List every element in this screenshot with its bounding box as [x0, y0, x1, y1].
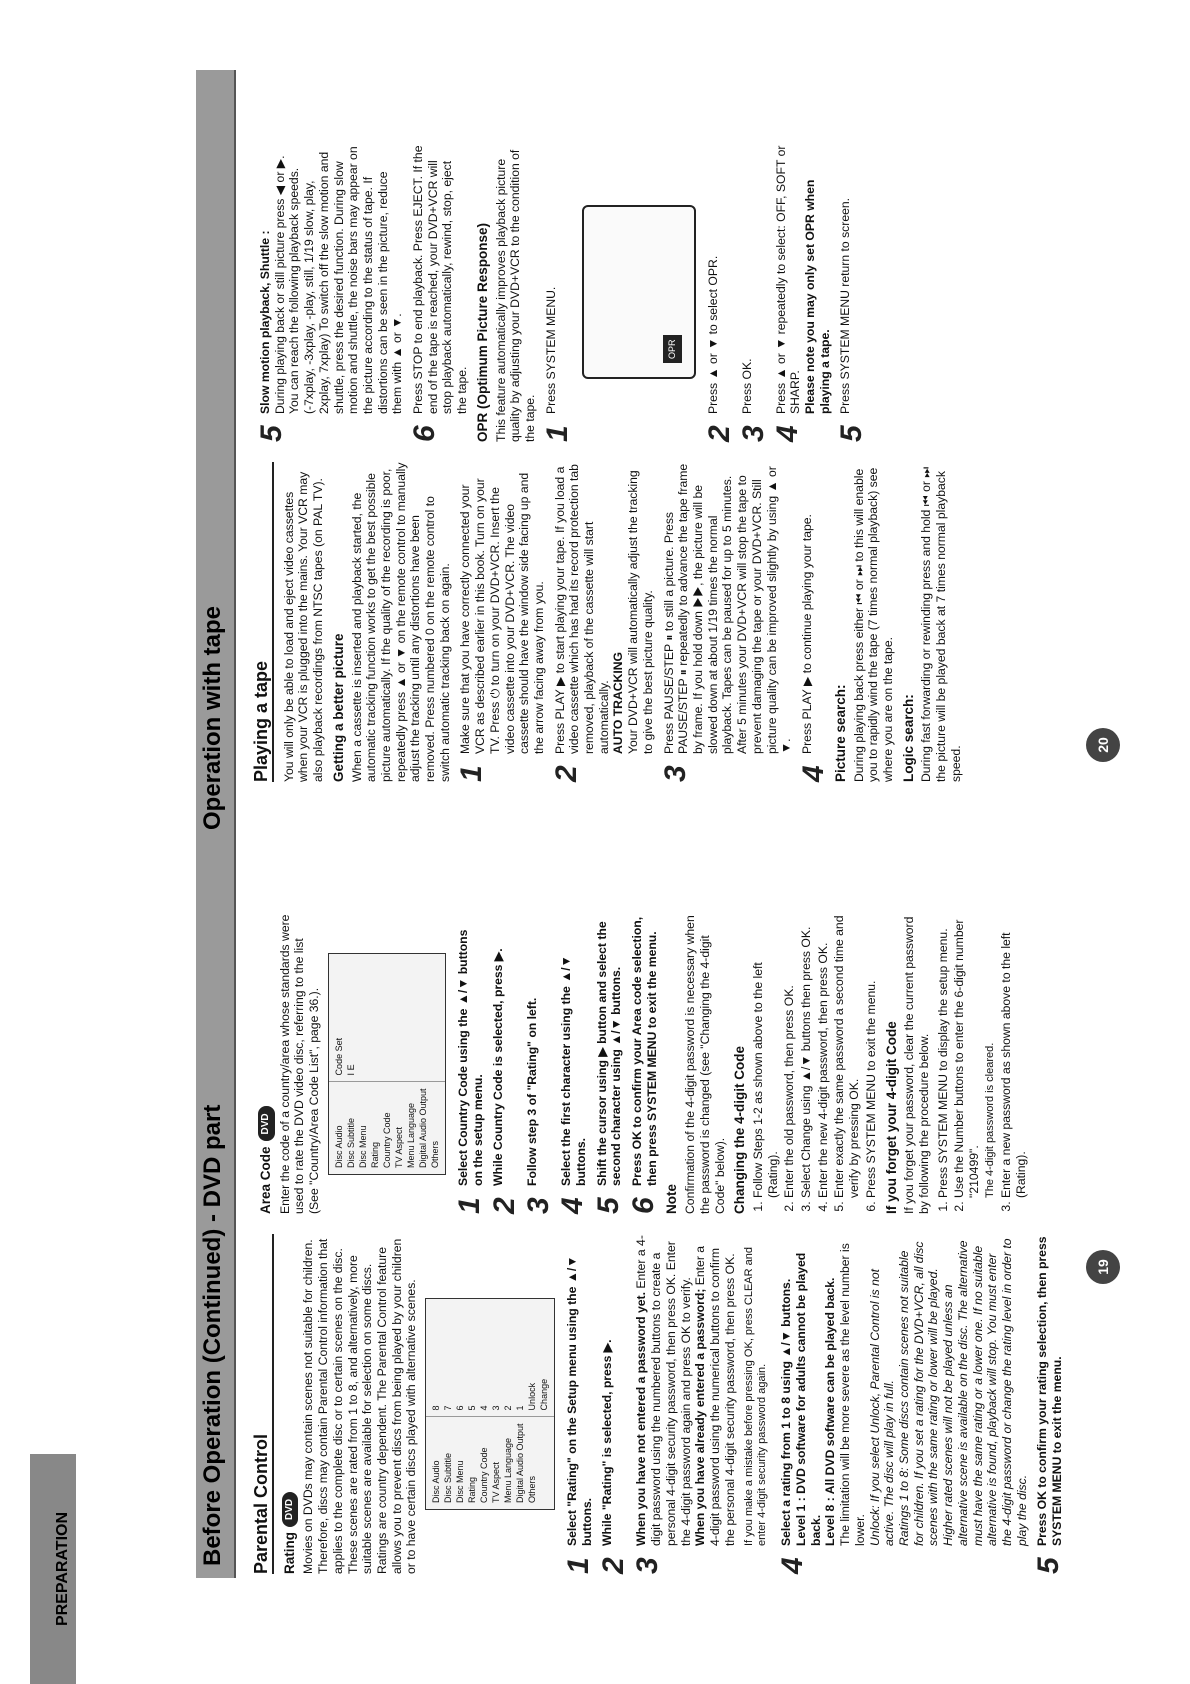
- menu-values: 8 7 6 5 4 3 2 1 Unlock Change: [431, 1378, 550, 1411]
- page-title: Operation with tape: [199, 605, 226, 830]
- search-text: During playing back press either ⏮ or ⏭ to this will enable you to rapidly wind the tape (7 times normal playback) see where you are on the tape.: [851, 467, 896, 782]
- opr-step-2: 2 Press ▲ or ▼ to select OPR.: [702, 255, 736, 442]
- note-text: Confirmation of the 4-digit password is necessary when the password is changed (see "Changing the 4-digit Code" below).: [683, 915, 727, 1214]
- opr-heading: OPR (Optimum Picture Response): [474, 222, 490, 442]
- page-content: [200, 914, 1066, 1574]
- page-title: Before Operation (Continued) - DVD part: [199, 1104, 226, 1566]
- rating-intro: Movies on DVDs may contain scenes not suitable for children. Therefore, discs may contain Parental Control information that applies to the complete disc or to certain scenes on the disc. These scenes are rated from 1 to 8, and alternatively, more suitable scenes are available for selection on some discs. Ratings are country dependent. The Parental Control feature allows you to prevent discs from being played by your children or to have certain discs played with alternative scenes.: [301, 1238, 419, 1574]
- setup-menu-rating: [425, 1298, 555, 1510]
- rating-step-4: 4 Select a rating from 1 to 8 using ▲/▼ buttons. Level 1 : DVD software for adults cannot be played back. Level 8 : All DVD software can be played back. The limitation will be more severe as the level number is lower. Unlock: If you select Unlock, Parental Control is not active. The disc will play in full. Ratings 1 to 8: Some discs contain scenes not suitable for children. If you set a rating for the DVD+VCR, all disc scenes with the same rating or lower will be played. Higher rated scenes will not be played unless an alternative scene is available on the disc. The alternative must have the same rating or a lower one. If no suitable alternative is found, playback will stop. You must enter the 4-digit password or change the rating level in order to play the disc.: [776, 1238, 1029, 1574]
- section-heading: Playing a tape: [254, 462, 274, 782]
- area-step-2: 2 While Country Code is selected, press ▶.: [488, 948, 522, 1214]
- rating-step-2: 2 While "Rating" is selected, press ▶.: [597, 1339, 631, 1574]
- menu-code: Code Set I E: [333, 1037, 356, 1076]
- playing-intro: You will only be able to load and eject video cassettes when your VCR is plugged into the mains. Your VCR may also playback recordings from NTSC tapes (on PAL TV).: [281, 471, 326, 782]
- opr-step-3: 3 Press OK.: [736, 358, 770, 442]
- opr-step-4: 4 Press ▲ or ▼ repeatedly to select: OFF, SOFT or SHARP. Please note you may only set OPR when playing a tape.: [770, 145, 832, 442]
- area-step-5: 5 Shift the cursor using ▶ button and select the second character using ▲/▼ buttons.: [591, 921, 625, 1214]
- area-step-6: 6 Press OK to confirm your Area code selection, then press SYSTEM MENU to exit the menu.: [627, 916, 661, 1214]
- dvd-badge: DVD: [282, 1492, 299, 1527]
- logic-heading: Logic search:: [900, 694, 916, 782]
- play-step-2: 2 Press PLAY ▶ to start playing your tape. If you load a video cassette which has had its record protection tab removed, playback of the cassette will start automatically. AUTO TRACKING Your DVD+VCR will automatically adjust the tracking to give the best picture quality.: [549, 464, 655, 782]
- play-step-6: 6 Press STOP to end playback. Press EJECT. If the end of the tape is reached, your DVD+VCR will stop playback automatically, rewind, stop, eject the tape.: [408, 145, 470, 442]
- rating-step-5: 5 Press OK to confirm your rating selection, then press SYSTEM MENU to exit the menu.: [1032, 1236, 1066, 1574]
- column-playing: [252, 462, 1040, 782]
- setup-menu-country: [328, 953, 446, 1175]
- forgot-heading: If you forget your 4-digit Code: [883, 1021, 899, 1214]
- play-step-4: 4 Press PLAY ▶ to continue playing your tape.: [796, 514, 830, 782]
- preparation-tab: PREPARATION: [30, 1454, 76, 1684]
- logic-text: During fast forwarding or rewinding press and hold ⏮ or ⏭ the picture will be played back at 7 times normal playback speed.: [919, 466, 963, 782]
- play-step-1: 1 Make sure that you have correctly connected your VCR as described earlier in this book. Turn on your TV. Press ⏻ to turn on your DVD+VCR. Insert the video cassette into your DVD+VCR. The video cassette should have the window side facing up and the arrow facing away from you.: [455, 472, 546, 782]
- area-step-1: 1 Select Country Code using the ▲/▼ buttons on the setup menu.: [452, 929, 486, 1214]
- forgot-list: 1. Press SYSTEM MENU to display the setup menu. 2. Use the Number buttons to enter the 6-digit number "210499". The 4-digit password is cleared. 3. Enter a new password as shown above to the left (Rating).: [936, 914, 1029, 1214]
- better-heading: Getting a better picture: [330, 633, 346, 782]
- opr-osd: OPR: [663, 335, 682, 363]
- play-step-5: 5 Slow motion playback, Shuttle : During playing back or still picture press ◀ or ▶. You can reach the following playback speeds. (-7xplay, -3xplay, -play, still, 1/19 slow, play, 2xplay, 7xplay) To switch off the slow motion and shuttle, press the desired function. During slow motion and shuttle, the noise bars may appear on the picture according to the status of tape. If distortions can be seen in the picture, reduce them with ▲ or ▼.: [255, 146, 405, 442]
- column-area: [252, 914, 1040, 1214]
- section-heading: Parental Control: [254, 1234, 274, 1574]
- note-heading: Note: [664, 1184, 680, 1214]
- menu-items: Disc Audio Disc Subtitle Disc Menu Rating Country Code TV Aspect Menu Language Digital Audio Output Others: [426, 1416, 554, 1509]
- dvd-badge: DVD: [258, 1106, 275, 1141]
- page-number: 20: [1086, 728, 1120, 762]
- tv-screen-illustration: [582, 205, 696, 379]
- search-heading: Picture search:: [832, 684, 848, 782]
- rating-step-1: 1 Select "Rating" on the Setup menu using the ▲/▼ buttons.: [562, 1255, 596, 1574]
- opr-step-5: 5 Press SYSTEM MENU return to screen.: [835, 197, 869, 442]
- column-rating: [251, 1234, 1066, 1574]
- opr-step-1: 1 Press SYSTEM MENU.: [540, 286, 574, 442]
- forgot-intro: If you forget your password, clear the current password by following the procedure below.: [902, 916, 931, 1214]
- page-number: 19: [1086, 1250, 1120, 1284]
- column-shuttle-opr: [252, 142, 1040, 442]
- page-19: [0, 842, 1190, 1684]
- better-text: When a cassette is inserted and playback started, the automatic tracking function works to get the best possible picture automatically. If the quality of the recording is poor, repeatedly press ▲ or ▼ on the remote control to manually adjust the tracking until any distortions have been removed. Press numbered 0 on the remote control to switch automatic tracking back on again.: [349, 462, 452, 782]
- menu-items: Disc Audio Disc Subtitle Disc Menu Rating Country Code TV Aspect Menu Language Digital Audio Output Others: [329, 1081, 445, 1174]
- area-step-4: 4 Select the first character using the ▲/▼ buttons.: [556, 955, 590, 1214]
- change-list: 1. Follow Steps 1-2 as shown above to the left (Rating). 2. Enter the old password, then press OK. 3. Select Change using ▲/▼ buttons then press OK. 4. Enter the new 4-digit password, then press OK. 5. Enter exactly the same password a second time and verify by pressing OK. 6. Press SYSTEM MENU to exit the menu.: [751, 914, 879, 1214]
- area-heading: Area CodeDVD: [258, 914, 275, 1214]
- page-content: [200, 100, 1040, 782]
- opr-intro: This feature automatically improves playback picture quality by adjusting your DVD+VCR to the condition of the tape.: [493, 149, 537, 442]
- area-step-3: 3 Follow step 3 of "Rating" on left.: [522, 997, 556, 1214]
- rating-step-3: 3 When you have not entered a password yet. Enter a 4-digit password using the numbered buttons to create a personal 4-digit security password, then press OK. Enter the 4-digit password again and press OK to verify. When you have already entered a password; Enter a 4-digit password using the numerical buttons to confirm the personal 4-digit security password, then press OK. If you make a mistake before pressing OK, press CLEAR and enter 4-digit security password again.: [631, 1235, 769, 1574]
- change-heading: Changing the 4-digit Code: [732, 1046, 748, 1214]
- rating-heading: RatingDVD: [282, 1234, 299, 1574]
- area-intro: Enter the code of a country/area whose standards were used to rate the DVD video disc, referring to the list (See "Country/Area Code List", page 36.).: [277, 914, 322, 1214]
- play-step-3: 3 Press PAUSE/STEP ⏸ to still a picture. Press PAUSE/STEP ⏸ repeatedly to advance the tape frame by frame. If you hold down ▶▶, the picture will be slowed down at about 1/19 times the normal playback. Tapes can be paused for up to 5 minutes. After 5 minutes your DVD+VCR will stop the tape to prevent damaging the tape or your DVD+VCR. Still picture quality can be improved slightly by using ▲ or ▼.: [658, 463, 794, 782]
